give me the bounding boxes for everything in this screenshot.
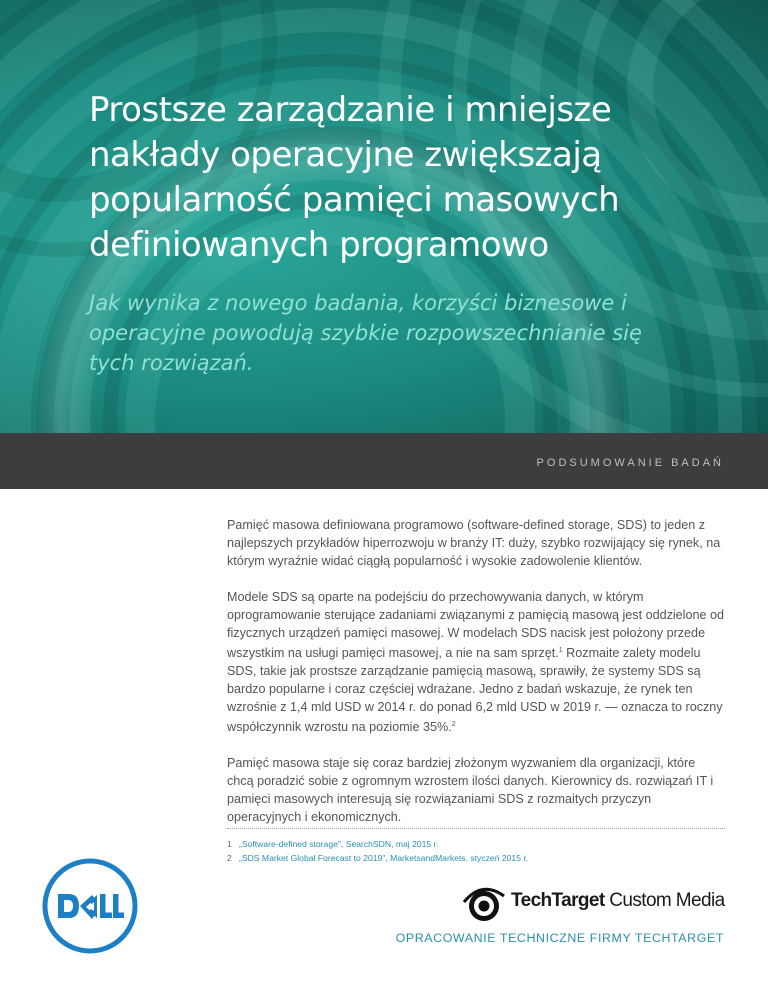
paragraph-sds-model-part2: Rozmaite zalety modelu SDS, takie jak prostsze zarządzanie pamięcią masową, sprawiły, że systemy SDS są bardzo popularne i coraz częściej wdrażane. Jedno z badań wskazuje, że rynek ten wzrośnie z 1,4 mld USD w 2014 r. do ponad 6,2 mld USD w 2019 r. — oznacza to roczny współczynnik wzrostu na poziomie 35%.: [227, 646, 723, 735]
hero-banner: [0, 0, 768, 433]
footer-tagline: OPRACOWANIE TECHNICZNE FIRMY TECHTARGET: [395, 931, 724, 945]
footnote-text: „Software-defined storage", SearchSDN, maj 2015 r.: [239, 839, 439, 849]
page-subtitle: Jak wynika z nowego badania, korzyści biznesowe i operacyjne powodują szybkie rozpowszechnianie się tych rozwiązań.: [89, 291, 642, 375]
techtarget-brand-suffix: Custom Media: [604, 890, 725, 911]
techtarget-brand: [511, 890, 725, 912]
body-text: [227, 516, 725, 844]
footnotes: [227, 837, 725, 865]
page-title: Prostsze zarządzanie i mniejsze nakłady operacyjne zwiększają popularność pamięci masowych definiowanych programowo: [89, 90, 620, 265]
techtarget-brand-name: TechTarget: [511, 890, 605, 911]
footnote-divider: [227, 828, 725, 829]
techtarget-logo: [462, 882, 724, 928]
footnote-text: „SDS Market Global Forecast to 2019", MarketsandMarkets, styczeń 2015 r.: [239, 853, 529, 863]
section-band: [0, 433, 768, 489]
dell-logo-icon: [42, 858, 138, 954]
footnote-ref-2: 2: [451, 721, 456, 729]
footnote-item: [227, 837, 725, 851]
footnote-ref-1: 1: [558, 647, 563, 654]
footnote-number: 2: [227, 853, 232, 863]
techtarget-eye-icon: [462, 884, 506, 924]
paragraph-intro: Pamięć masowa definiowana programowo (software-defined storage, SDS) to jeden z najlepszych przykładów hiperrozwoju w branży IT: duży, szybko rozwijający się rynek, na którym wyraźnie widać ciągłą popularność i wysokie zadowolenie klientów.: [227, 518, 721, 568]
footnote-number: 1: [227, 839, 232, 849]
paragraph-sds-model-part1: Modele SDS są oparte na podejściu do przechowywania danych, w którym oprogramowanie sterujące zadaniami związanymi z pamięcią masową jest oddzielone od fizycznych urządzeń pamięci masowej. W modelach SDS nacisk jest położony przede wszystkim na usługi pamięci masowej, a nie na sam sprzęt.: [227, 590, 725, 661]
footnote-item: [227, 851, 725, 865]
paragraph-storage-challenge: Pamięć masowa staje się coraz bardziej złożonym wyzwaniem dla organizacji, które chcą poradzić sobie z ogromnym wzrostem ilości danych. Kierownicy ds. rozwiązań IT i pamięci masowych interesują się rozwiązaniami SDS z rozmaitych przyczyn operacyjnych i ekonomicznych.: [227, 756, 714, 825]
paragraph-sds-model: [227, 588, 725, 736]
section-label: PODSUMOWANIE BADAŃ: [536, 457, 724, 469]
